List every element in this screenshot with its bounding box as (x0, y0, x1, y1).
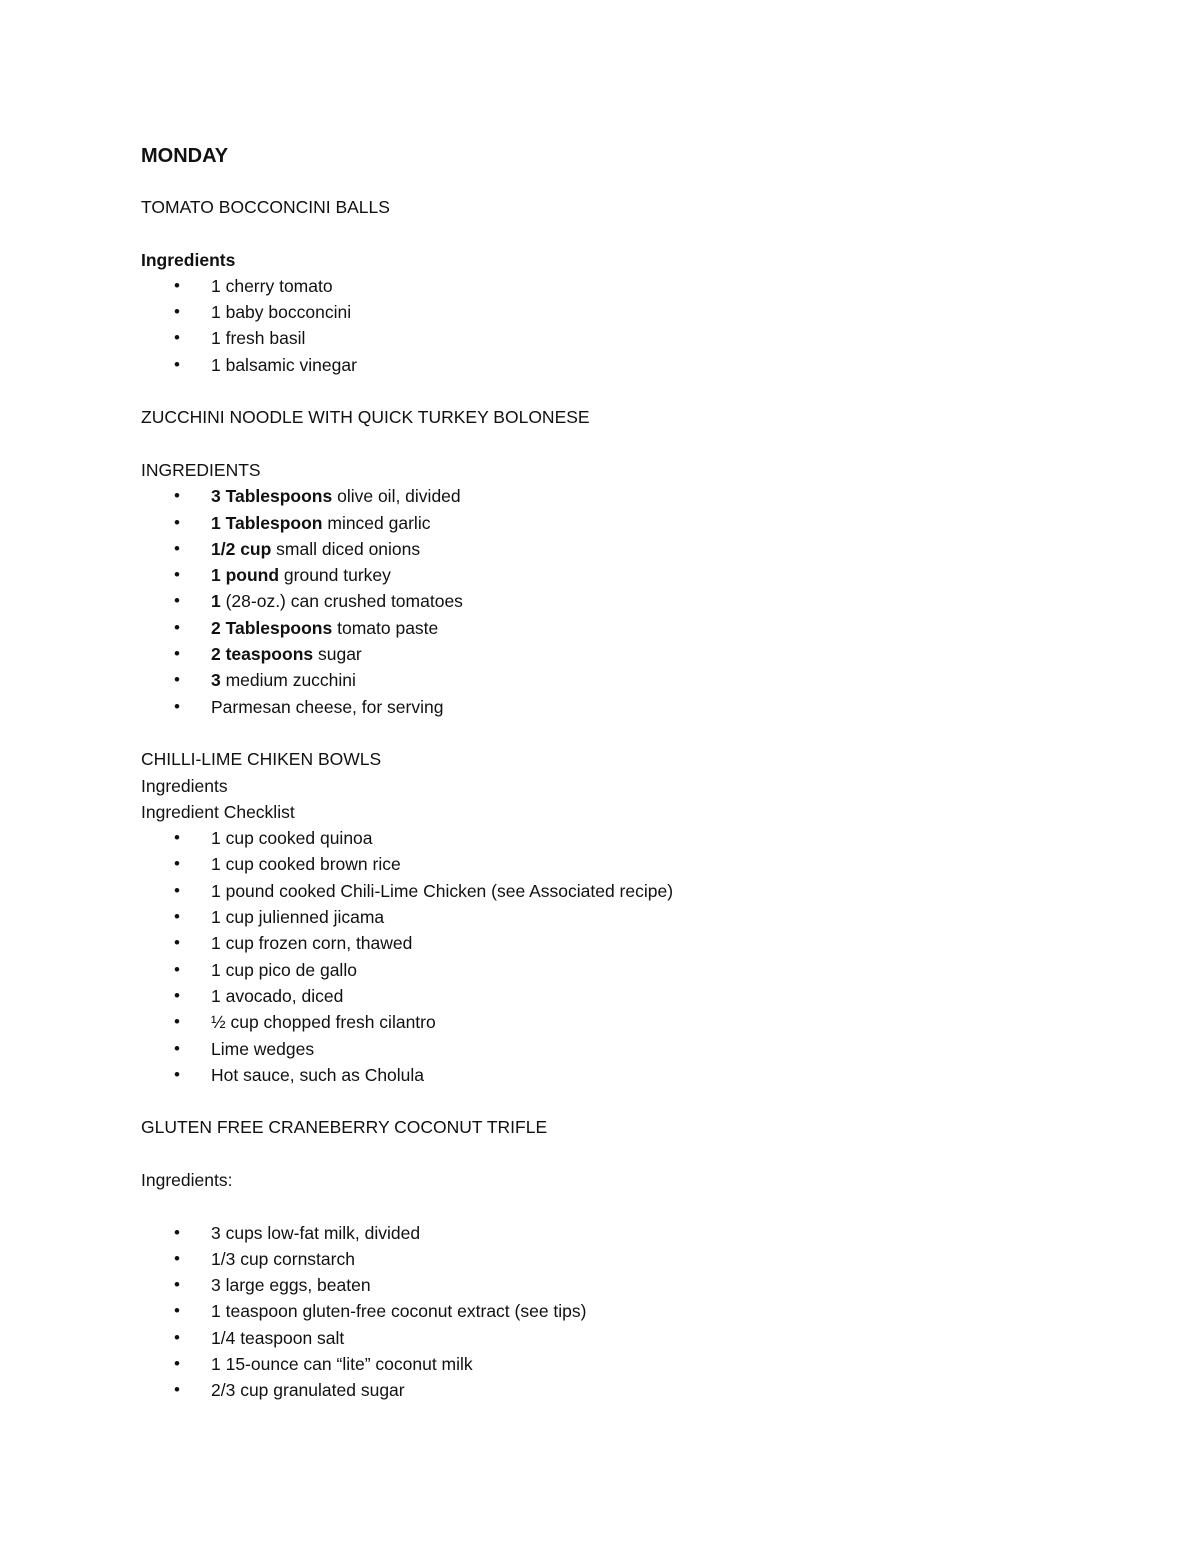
list-item (141, 1036, 1101, 1062)
bullet-icon: • (174, 1248, 180, 1268)
bullet-icon: • (174, 1327, 180, 1347)
bullet-icon: • (174, 1275, 180, 1295)
bullet-icon: • (174, 880, 180, 900)
ingredients-heading: INGREDIENTS (141, 459, 261, 480)
quantity-bold: 1 (211, 591, 221, 612)
bullet-icon: • (174, 828, 180, 848)
ingredients-heading: Ingredients: (141, 1169, 233, 1190)
quantity-bold: 2 teaspoons (211, 644, 314, 665)
ingredient-text: 3 large eggs, beaten (211, 1275, 371, 1296)
list-item (141, 878, 1101, 904)
ingredient-text: 1 cup julienned jicama (211, 907, 385, 928)
bullet-icon: • (174, 617, 180, 637)
ingredient-text: 1 avocado, diced (211, 985, 344, 1006)
list-item (141, 299, 1101, 325)
bullet-icon: • (174, 1012, 180, 1032)
ingredient-text: Hot sauce, such as Cholula (211, 1064, 425, 1085)
list-item (141, 1009, 1101, 1035)
ingredient-text: 1 fresh basil (211, 328, 306, 349)
bullet-icon: • (174, 565, 180, 585)
ingredient-text: 1/4 teaspoon salt (211, 1327, 345, 1348)
bullet-icon: • (174, 354, 180, 374)
list-item (141, 904, 1101, 930)
list-item (141, 930, 1101, 956)
ingredient-text: sugar (313, 644, 362, 665)
ingredient-text: minced garlic (322, 512, 431, 533)
day-title: MONDAY (141, 145, 229, 167)
quantity-bold: 3 (211, 670, 221, 691)
ingredient-list (141, 483, 1101, 720)
bullet-icon: • (174, 1380, 180, 1400)
ingredient-text: 1 balsamic vinegar (211, 354, 357, 375)
ingredient-text: 2/3 cup granulated sugar (211, 1380, 405, 1401)
ingredient-text: 1 cup pico de gallo (211, 959, 357, 980)
list-item (141, 1351, 1101, 1377)
bullet-icon: • (174, 854, 180, 874)
quantity-bold: 1 Tablespoon (211, 512, 323, 533)
recipe-coconut-trifle (141, 1114, 1101, 1403)
ingredients-heading: Ingredients (141, 775, 228, 796)
list-item (141, 983, 1101, 1009)
ingredient-text: olive oil, divided (332, 486, 461, 507)
ingredient-text: tomato paste (332, 617, 439, 638)
ingredient-text: 1 pound cooked Chili-Lime Chicken (see Associated recipe) (211, 880, 674, 901)
list-item (141, 536, 1101, 562)
list-item (141, 562, 1101, 588)
bullet-icon: • (174, 486, 180, 506)
bullet-icon: • (174, 959, 180, 979)
bullet-icon: • (174, 933, 180, 953)
bullet-icon: • (174, 696, 180, 716)
list-item (141, 1062, 1101, 1088)
bullet-icon: • (174, 1301, 180, 1321)
list-item (141, 694, 1101, 720)
list-item (141, 1377, 1101, 1403)
bullet-icon: • (174, 512, 180, 532)
list-item (141, 641, 1101, 667)
bullet-icon: • (174, 1222, 180, 1242)
ingredient-text: ½ cup chopped fresh cilantro (211, 1012, 436, 1033)
ingredient-list (141, 1220, 1101, 1404)
ingredient-text: 1 cup cooked brown rice (211, 854, 401, 875)
list-item (141, 510, 1101, 536)
list-item (141, 273, 1101, 299)
list-item (141, 1325, 1101, 1351)
bullet-icon: • (174, 1064, 180, 1084)
bullet-icon: • (174, 275, 180, 295)
ingredient-text: 1 baby bocconcini (211, 302, 352, 323)
ingredient-checklist-heading: Ingredient Checklist (141, 801, 295, 822)
ingredient-list (141, 273, 1101, 378)
bullet-icon: • (174, 907, 180, 927)
recipe-tomato-bocconcini (141, 194, 1101, 378)
ingredient-text: Lime wedges (211, 1038, 315, 1059)
list-item (141, 483, 1101, 509)
bullet-icon: • (174, 670, 180, 690)
list-item (141, 825, 1101, 851)
quantity-bold: 1 pound (211, 565, 280, 586)
list-item (141, 1298, 1101, 1324)
list-item (141, 851, 1101, 877)
list-item (141, 325, 1101, 351)
document-page (141, 142, 1101, 1404)
ingredient-text: 3 cups low-fat milk, divided (211, 1222, 421, 1243)
ingredient-text: 1 15-ounce can “lite” coconut milk (211, 1354, 473, 1375)
ingredient-text: small diced onions (271, 538, 421, 559)
list-item (141, 588, 1101, 614)
ingredient-text: (28-oz.) can crushed tomatoes (220, 591, 463, 612)
list-item (141, 352, 1101, 378)
bullet-icon: • (174, 644, 180, 664)
ingredient-text: 1 teaspoon gluten-free coconut extract (see tips) (211, 1301, 587, 1322)
bullet-icon: • (174, 591, 180, 611)
bullet-icon: • (174, 538, 180, 558)
recipe-title: CHILLI-LIME CHIKEN BOWLS (141, 749, 382, 770)
bullet-icon: • (174, 985, 180, 1005)
ingredient-text: 1 cherry tomato (211, 275, 333, 296)
recipe-title: ZUCCHINI NOODLE WITH QUICK TURKEY BOLONESE (141, 407, 590, 428)
ingredients-heading: Ingredients (141, 249, 236, 270)
ingredient-list (141, 825, 1101, 1088)
list-item (141, 1272, 1101, 1298)
ingredient-text: Parmesan cheese, for serving (211, 696, 444, 717)
bullet-icon: • (174, 302, 180, 322)
list-item (141, 615, 1101, 641)
bullet-icon: • (174, 328, 180, 348)
list-item (141, 667, 1101, 693)
ingredient-text: 1 cup cooked quinoa (211, 828, 373, 849)
ingredient-text: 1 cup frozen corn, thawed (211, 933, 413, 954)
bullet-icon: • (174, 1354, 180, 1374)
bullet-icon: • (174, 1038, 180, 1058)
ingredient-text: ground turkey (279, 565, 391, 586)
quantity-bold: 3 Tablespoons (211, 486, 333, 507)
recipe-title: GLUTEN FREE CRANEBERRY COCONUT TRIFLE (141, 1117, 548, 1138)
recipe-title: TOMATO BOCCONCINI BALLS (141, 197, 390, 217)
list-item (141, 1246, 1101, 1272)
list-item (141, 1220, 1101, 1246)
recipe-zucchini-noodle (141, 404, 1101, 720)
ingredient-text: medium zucchini (220, 670, 356, 691)
quantity-bold: 2 Tablespoons (211, 617, 333, 638)
recipe-chilli-lime-bowls (141, 746, 1101, 1088)
quantity-bold: 1/2 cup (211, 538, 272, 559)
list-item (141, 957, 1101, 983)
ingredient-text: 1/3 cup cornstarch (211, 1248, 355, 1269)
